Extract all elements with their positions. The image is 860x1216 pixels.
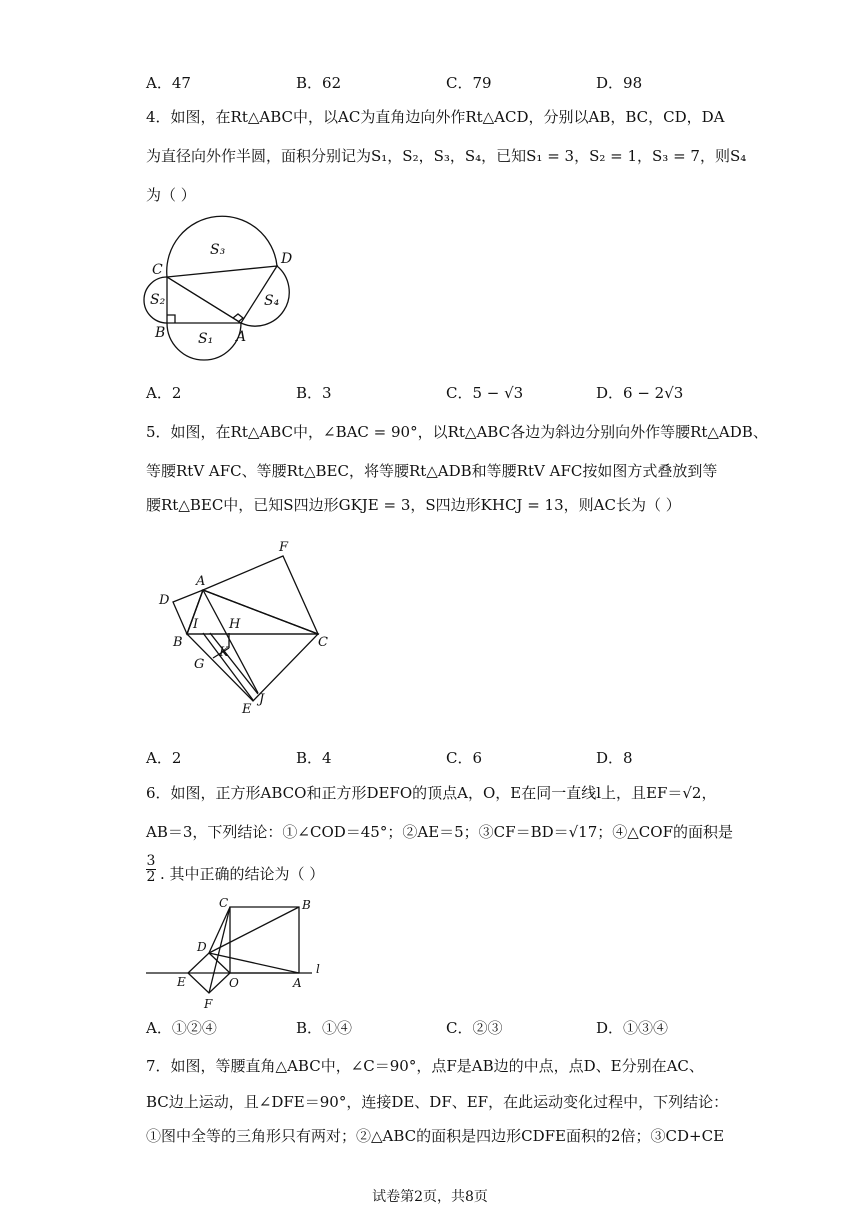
q3-option-d: D．98 (596, 74, 643, 92)
q5-label-k: K (219, 645, 229, 660)
q6-text-line1: 6．如图，正方形ABCO和正方形DEFO的顶点A，O，E在同一直线l上，且EF＝√2， (146, 784, 717, 802)
q5-label-h: H (229, 617, 241, 632)
q5-label-e: E (242, 702, 252, 717)
q5-label-b: B (173, 635, 183, 650)
q6-label-l: l (316, 962, 320, 976)
q4-option-b: B．3 (296, 384, 332, 402)
q4-text-line2: 为直径向外作半圆，面积分别记为S₁，S₂，S₃，S₄，已知S₁ = 3，S₂ = 1，S₃ = 7，则S₄ (146, 147, 747, 165)
q5-label-c: C (318, 635, 328, 650)
q7-text-line3: ①图中全等的三角形只有两对；②△ABC的面积是四边形CDFE面积的2倍；③CD+CE (146, 1127, 725, 1145)
q5-text-line1: 5．如图，在Rt△ABC中，∠BAC = 90°，以Rt△ABC各边为斜边分别向外作等腰Rt△ADB、 (146, 423, 768, 441)
q5-label-j: J (259, 692, 265, 707)
q5-option-b: B．4 (296, 749, 332, 767)
q6-fraction-numerator: 3 (146, 853, 156, 869)
q7-text-line2: BC边上运动，且∠DFE＝90°，连接DE、DF、EF，在此运动变化过程中，下列结论： (146, 1093, 729, 1111)
q5-label-i: I (193, 617, 199, 632)
q4-label-s2: S₂ (150, 292, 166, 308)
q5-option-a: A．2 (146, 749, 182, 767)
q6-label-o: O (229, 976, 239, 990)
q5-text-line2: 等腰RtV AFC、等腰Rt△BEC，将等腰Rt△ADB和等腰RtV AFC按如图方式叠放到等 (146, 462, 718, 480)
q6-fraction-denominator: 2 (146, 869, 156, 885)
q3-option-a: A．47 (146, 74, 191, 92)
q3-option-b: B．62 (296, 74, 342, 92)
q5-label-g: G (194, 657, 205, 672)
q4-label-a: A (236, 329, 247, 345)
q4-label-s4: S₄ (264, 293, 280, 309)
q7-text-line1: 7．如图，等腰直角△ABC中，∠C＝90°，点F是AB边的中点，点D、E分别在AC、 (146, 1057, 704, 1075)
q4-label-s3: S₃ (210, 242, 226, 258)
q4-option-a: A．2 (146, 384, 182, 402)
q5-option-d: D．8 (596, 749, 633, 767)
q5-label-d: D (159, 593, 170, 608)
q5-option-c: C．6 (446, 749, 483, 767)
q5-label-a: A (196, 574, 206, 589)
q6-option-b: B．①④ (296, 1019, 353, 1037)
q4-label-c: C (152, 262, 163, 278)
q6-option-d: D．①③④ (596, 1019, 669, 1037)
q4-label-b: B (155, 325, 166, 341)
q4-text-line1: 4．如图，在Rt△ABC中，以AC为直角边向外作Rt△ACD，分别以AB，BC，CD，DA (146, 108, 725, 126)
q6-label-b: B (302, 898, 311, 912)
page-footer: 试卷第2页，共8页 (372, 1189, 488, 1205)
q6-text-line2: AB＝3，下列结论：①∠COD＝45°；②AE＝5；③CF＝BD＝√17；④△COF的面积是 (146, 823, 733, 841)
q6-label-f: F (204, 997, 213, 1011)
q4-option-d: D．6 − 2√3 (596, 384, 684, 402)
q6-label-d: D (197, 940, 207, 954)
q6-label-c: C (219, 896, 229, 910)
q4-option-c: C．5 − √3 (446, 384, 524, 402)
q4-text-line3: 为（ ） (146, 186, 196, 204)
q5-label-f: F (279, 540, 289, 555)
q4-label-d: D (281, 251, 293, 267)
q6-label-a: A (293, 976, 302, 990)
q5-text-line3: 腰Rt△BEC中，已知S四边形GKJE = 3，S四边形KHCJ = 13，则AC长为（ ） (146, 496, 681, 514)
q6-label-e: E (177, 975, 186, 989)
q6-option-a: A．①②④ (146, 1019, 217, 1037)
q3-option-c: C．79 (446, 74, 492, 92)
q4-label-s1: S₁ (198, 331, 214, 347)
q6-option-c: C．②③ (446, 1019, 503, 1037)
q6-text-line3: . 其中正确的结论为（ ） (160, 865, 325, 883)
